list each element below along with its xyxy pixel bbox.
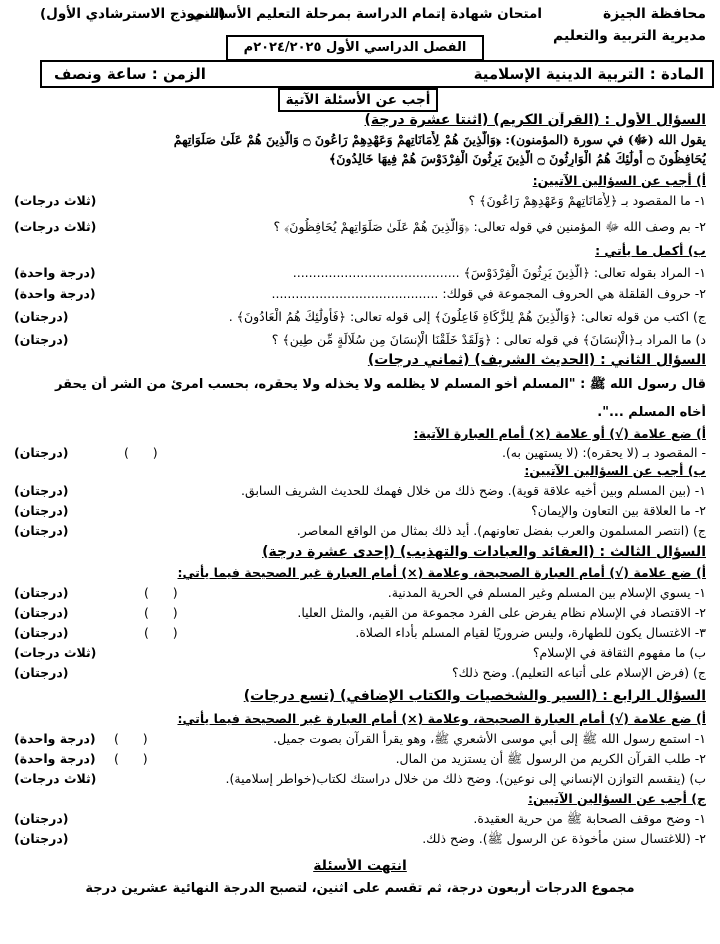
q2-hadith: قال رسول الله ﷺ : "المسلم أخو المسلم لا يظلمه ولا يخذله ولا يحقره، بحسب امرئ من الشر أن يحقر (55, 377, 706, 392)
q2-title: السؤال الثاني : (الحديث الشريف) (ثماني درجات) (367, 352, 706, 368)
q2-c: ج) (انتصر المسلمون والعرب بفضل تعاونهم). أيد ذلك بمثال من الواقع المعاصر. (درجتان) (14, 523, 706, 538)
q3-b-points: (ثلاث درجات) (14, 645, 97, 660)
q3-c-points: (درجتان) (14, 665, 69, 680)
q3-title: السؤال الثالث : (العقائد والعبادات والتهذيب) (إحدى عشرة درجة) (262, 544, 706, 560)
time-label: الزمن : ساعة ونصف (54, 65, 206, 83)
q3-a-heading: أ) ضع علامة (√) أمام العبارة الصحيحة، وعلامة (×) أمام العبارة غير الصحيحة فيما يأتي: (177, 565, 706, 580)
subject-label: المادة : التربية الدينية الإسلامية (473, 65, 704, 83)
governorate-label: محافظة الجيزة (602, 6, 706, 22)
q4-c2: ٢- (للاغتسال سنن مأخوذة عن الرسول ﷺ). وضح ذلك. (درجتان) (14, 831, 706, 846)
term-box: الفصل الدراسي الأول ٢٠٢٤/٢٠٢٥م (226, 35, 484, 61)
exam-title: امتحان شهادة إتمام الدراسة بمرحلة التعليم الأساسي (191, 6, 542, 22)
q1-title: السؤال الأول : (القرآن الكريم) (اثنتا عشرة درجة) (364, 112, 706, 128)
q4-a2: ٢- طلب القرآن الكريم من الرسول ﷺ أن يستزيد من المال. ( ) (درجة واحدة) (14, 751, 706, 766)
q1-a1-points: (ثلاث درجات) (14, 193, 97, 208)
q3-a3: ٣- الاغتسال يكون للطهارة، وليس ضروريًا لقيام المسلم بأداء الصلاة. ( ) (درجتان) (14, 625, 706, 640)
q3-a3-answer-box[interactable]: ( ) (144, 625, 178, 640)
q1-a2-points: (ثلاث درجات) (14, 219, 97, 234)
q4-a2-points: (درجة واحدة) (14, 751, 96, 766)
q2-c-points: (درجتان) (14, 523, 69, 538)
q2-b2-points: (درجتان) (14, 503, 69, 518)
q4-b-points: (ثلاث درجات) (14, 771, 97, 786)
instruction-box: أجب عن الأسئلة الآتية (278, 88, 438, 112)
q4-b: ب) (ينقسم التوازن الإنساني إلى نوعين). وضح ذلك من خلال دراستك لكتاب(خواطر إسلامية). (ثلاث درجات) (14, 771, 706, 786)
q4-a-heading: أ) ضع علامة (√) أمام العبارة الصحيحة، وعلامة (×) أمام العبارة غير الصحيحة فيما يأتي: (177, 711, 706, 726)
total-marks-note: مجموع الدرجات أربعون درجة، ثم تقسم على اثنين، لتصبح الدرجة النهائية عشرين درجة (85, 881, 635, 896)
q3-a3-points: (درجتان) (14, 625, 69, 640)
q4-a1-points: (درجة واحدة) (14, 731, 96, 746)
q4-a1: ١- استمع رسول الله ﷺ إلى أبي موسى الأشعري ﷺ، وهو يقرأ القرآن بصوت جميل. ( ) (درجة واحدة) (14, 731, 706, 746)
q1-d-points: (درجتان) (14, 332, 69, 347)
q3-a2: ٢- الاقتصاد في الإسلام نظام يفرض على الفرد مجموعة من القيم، والمثل العليا. ( ) (درجتان) (14, 605, 706, 620)
q3-a2-answer-box[interactable]: ( ) (144, 605, 178, 620)
q1-intro-cont: يُحَافِظُونَ ۝ أُولَٰئِكَ هُمُ الْوَارِثُونَ ۝ الَّذِينَ يَرِثُونَ الْفِرْدَوْسَ هُمْ فِيهَا خَالِدُونَ﴾ (328, 151, 706, 166)
q3-a1: ١- يسوي الإسلام بين المسلم وغير المسلم في الحرية المدنية. ( ) (درجتان) (14, 585, 706, 600)
q2-b2: ٢- ما العلاقة بين التعاون والإيمان؟ (درجتان) (14, 503, 706, 518)
end-of-questions: انتهت الأسئلة (313, 858, 407, 874)
q4-c1-points: (درجتان) (14, 811, 69, 826)
q2-a1: - المقصود بـ (لا يحقره): (لا يستهين به). ( ) (درجتان) (14, 445, 706, 460)
q4-c-heading: ج) أجب عن السؤالين الآتيين: (527, 791, 706, 806)
q3-a1-points: (درجتان) (14, 585, 69, 600)
q1-a2: ٢- بم وصف الله ﷻ المؤمنين في قوله تعالى: ﴿وَالَّذِينَ هُمْ عَلَىٰ صَلَوَاتِهِمْ يُحَافِظُونَ﴾ ؟ (ثلاث درجات) (14, 219, 706, 234)
q4-a2-answer-box[interactable]: ( ) (114, 751, 148, 766)
subject-box (40, 60, 714, 88)
q1-intro: يقول الله (ﷻ) في سورة (المؤمنون): ﴿وَالَّذِينَ هُمْ لِأَمَانَاتِهِمْ وَعَهْدِهِمْ رَاعُونَ ۝ وَالَّذِينَ هُمْ عَلَىٰ صَلَوَاتِهِمْ (173, 132, 706, 147)
q3-a2-points: (درجتان) (14, 605, 69, 620)
q2-b-heading: ب) أجب عن السؤالين الآتيين: (524, 463, 706, 478)
q1-b2: ٢- حروف القلقلة هي الحروف المجموعة في قولك: .......................................... (درجة واحدة) (14, 286, 706, 301)
q2-a1-points: (درجتان) (14, 445, 69, 460)
q2-a1-answer-box[interactable]: ( ) (124, 445, 158, 460)
q3-a1-answer-box[interactable]: ( ) (144, 585, 178, 600)
directorate-label: مديرية التربية والتعليم (553, 28, 706, 44)
q2-b1-points: (درجتان) (14, 483, 69, 498)
q2-hadith-cont: أخاه المسلم ...". (597, 405, 706, 420)
q3-c: ج) (فرض الإسلام على أتباعه التعليم). وضح ذلك؟ (درجتان) (14, 665, 706, 680)
q1-c-points: (درجتان) (14, 309, 69, 324)
q1-a1: ١- ما المقصود بـ ﴿لِأَمَانَاتِهِمْ وَعَهْدِهِمْ رَاعُونَ﴾ ؟ (ثلاث درجات) (14, 193, 706, 208)
q1-b1: ١- المراد بقوله تعالى: ﴿الَّذِينَ يَرِثُونَ الْفِرْدَوْسَ﴾ .......................................... (درجة واحدة) (14, 265, 706, 280)
q4-c2-points: (درجتان) (14, 831, 69, 846)
q4-c1: ١- وضح موقف الصحابة ﷺ من حرية العقيدة. (درجتان) (14, 811, 706, 826)
q4-a1-answer-box[interactable]: ( ) (114, 731, 148, 746)
q1-c: ج) اكتب من قوله تعالى: ﴿وَالَّذِينَ هُمْ لِلزَّكَاةِ فَاعِلُونَ﴾ إلى قوله تعالى: ﴿فَأُولَٰئِكَ هُمُ الْعَادُونَ﴾ . (درجتان) (14, 309, 706, 324)
q2-b1: ١- (بين المسلم وبين أخيه علاقة قوية). وضح ذلك من خلال فهمك للحديث الشريف السابق. (درجتان) (14, 483, 706, 498)
model-label: (النموذج الاسترشادي الأول) (40, 6, 226, 22)
q3-b: ب) ما مفهوم الثقافة في الإسلام؟ (ثلاث درجات) (14, 645, 706, 660)
q2-a-heading: أ) ضع علامة (√) أو علامة (×) أمام العبارة الآتية: (413, 426, 706, 441)
q1-b1-points: (درجة واحدة) (14, 265, 96, 280)
q1-a-heading: أ) أجب عن السؤالين الآتيين: (532, 173, 706, 188)
q4-title: السؤال الرابع : (السير والشخصيات والكتاب الإضافي) (تسع درجات) (243, 688, 706, 704)
q1-d: د) ما المراد بـ﴿الْإِنسَانَ﴾ في قوله تعالى : ﴿وَلَقَدْ خَلَقْنَا الْإِنسَانَ مِن سُلَالَةٍ مِّن طِينٍ﴾ ؟ (درجتان) (14, 332, 706, 347)
q1-b-heading: ب) أكمل ما يأتي : (595, 243, 706, 258)
q1-b2-points: (درجة واحدة) (14, 286, 96, 301)
